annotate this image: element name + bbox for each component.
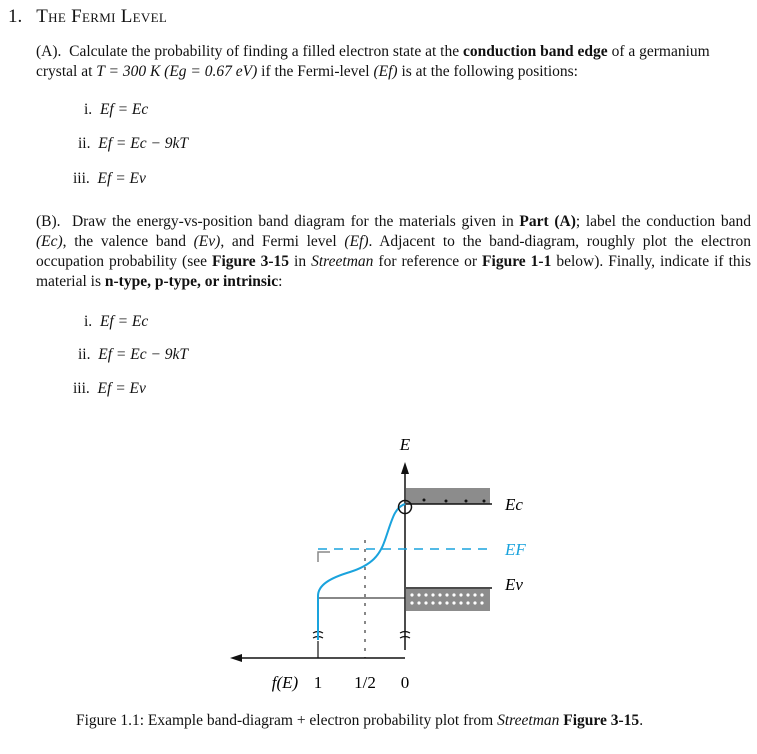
tick-one: 1	[313, 673, 323, 692]
fermi-dirac-curve	[318, 504, 405, 640]
part-b-b2: Figure 3-15	[212, 253, 290, 270]
list-a-item-3-expr: Ef = Ev	[97, 170, 146, 187]
part-b-b1: Part (A)	[519, 213, 576, 230]
part-b-m3: (Ef)	[344, 233, 369, 250]
part-b-b4: n-type, p-type, or intrinsic	[104, 273, 279, 290]
part-b-label: (B).	[36, 213, 61, 230]
list-b-item-2-num: ii.	[78, 346, 91, 363]
part-b-m1: (Ec)	[36, 233, 63, 250]
caption-bold: Figure 3-15	[563, 712, 640, 729]
part-b-t6: in	[289, 253, 312, 270]
tick-zero: 0	[400, 673, 410, 692]
caption-prefix: Figure 1.1: Example band-diagram + electron probability plot from	[76, 712, 498, 729]
ec-label: Ec	[505, 495, 523, 514]
caption-italic: Streetman	[497, 712, 560, 729]
part-a-text-3: if the Fermi-level	[257, 63, 374, 80]
part-b-t8: below). Finally, indicate if this material is	[36, 253, 751, 290]
part-b-t3: , the valence band	[62, 233, 194, 250]
list-b-item-1-num: i.	[84, 313, 93, 330]
part-a-math-2: (Ef)	[373, 63, 398, 80]
conduction-band-box	[406, 488, 490, 504]
bracket-corner	[318, 552, 330, 562]
part-a-text-1: Calculate the probability of finding a filled electron state at the	[69, 43, 463, 60]
ef-label: EF	[505, 540, 526, 559]
part-a-label: (A).	[36, 43, 62, 60]
list-b-item-3-expr: Ef = Ev	[97, 380, 146, 397]
section-title-text: The Fermi Level	[36, 6, 168, 27]
part-a-math-1: T = 300 K (Eg = 0.67 eV)	[96, 63, 258, 80]
tick-half: 1/2	[354, 673, 376, 692]
fe-axis-label: f(E)	[271, 673, 299, 692]
list-b-item-2-expr: Ef = Ec − 9kT	[98, 346, 189, 363]
list-b-item-1-expr: Ef = Ec	[99, 313, 149, 330]
part-b-t9: :	[278, 273, 283, 290]
list-a-item-1-num: i.	[84, 101, 93, 118]
energy-axis-label: E	[399, 435, 411, 454]
section-number: 1.	[8, 6, 23, 27]
part-b-t5: . Adjacent to the band-diagram, roughly plot the electron occupation probability (see	[36, 233, 752, 270]
list-a-item-2-expr: Ef = Ec − 9kT	[98, 135, 189, 152]
list-a-item-1-expr: Ef = Ec	[99, 101, 149, 118]
part-b-i1: Streetman	[311, 253, 374, 270]
list-b-item-3-num: iii.	[73, 380, 90, 397]
part-b-t7: for reference or	[373, 253, 483, 270]
part-b-t2: ; label the conduction band	[575, 213, 751, 230]
part-b-t1: Draw the energy-vs-position band diagram for the materials given in	[71, 213, 520, 230]
figure-caption	[76, 712, 643, 730]
part-b-t4: , and Fermi level	[220, 233, 345, 250]
part-a-bold-1: conduction band edge	[462, 43, 608, 60]
valence-band-box	[406, 589, 490, 611]
list-a-item-3-num: iii.	[73, 170, 90, 187]
caption-suffix: .	[639, 712, 644, 729]
part-b-b3: Figure 1-1	[482, 253, 552, 270]
ev-label: Ev	[505, 575, 523, 594]
fe-axis-arrow-icon	[230, 654, 242, 662]
list-a-item-2-num: ii.	[78, 135, 91, 152]
part-a-text-4: is at the following positions:	[397, 63, 578, 80]
part-a-text-2: of a germanium crystal at	[36, 43, 710, 80]
part-b-m2: (Ev)	[193, 233, 221, 250]
energy-axis-arrow-icon	[401, 462, 409, 474]
